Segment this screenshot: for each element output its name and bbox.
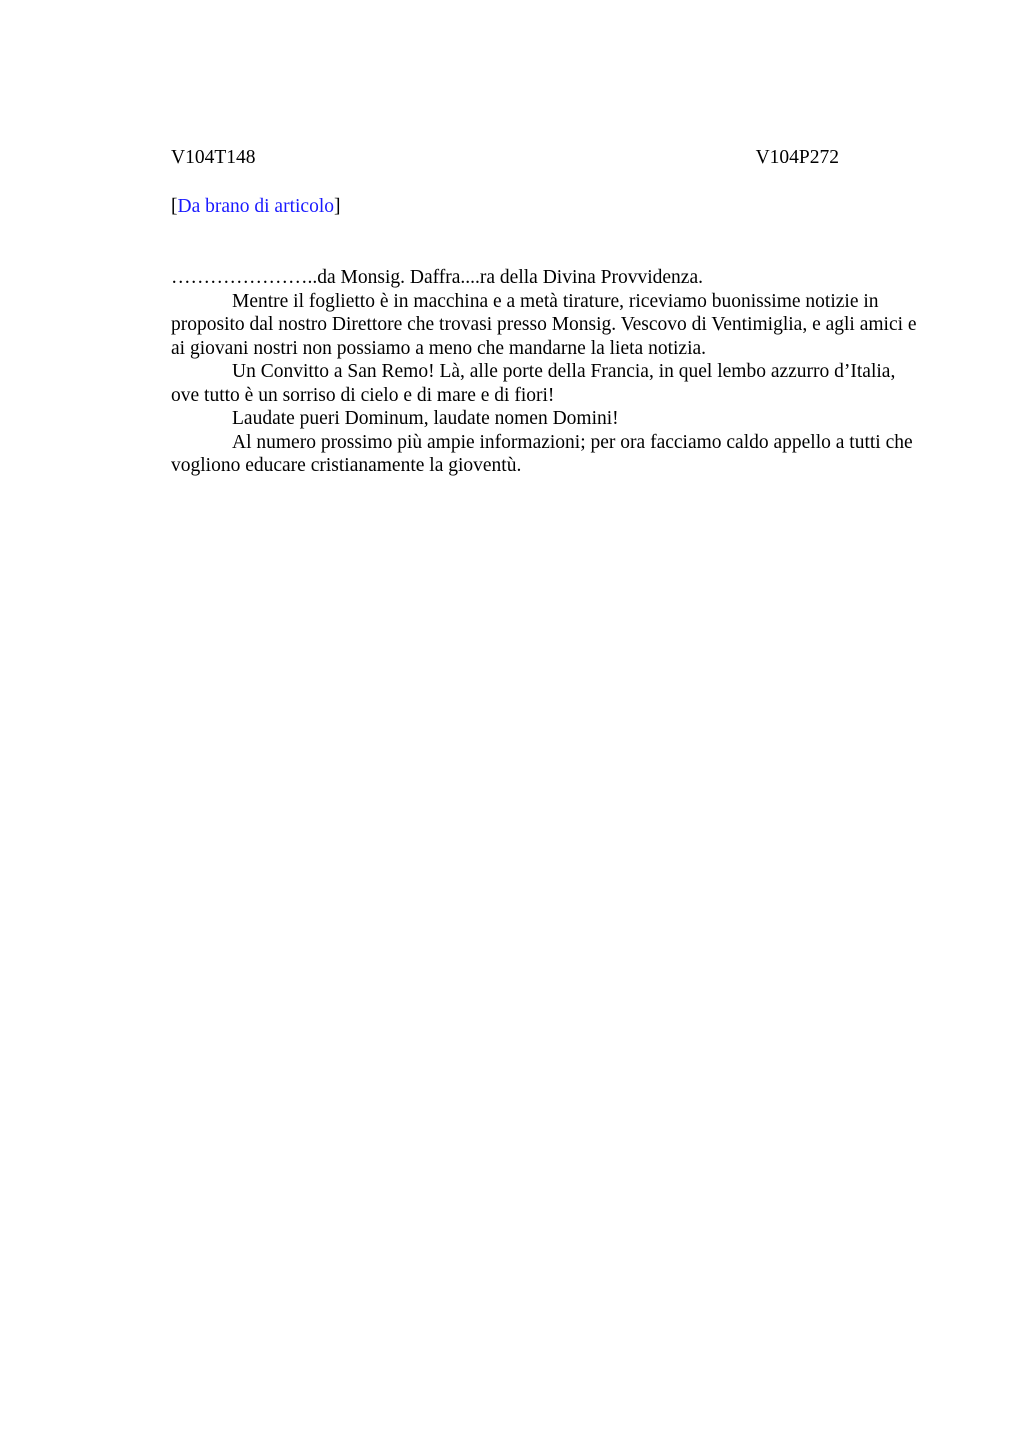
section-label <box>171 195 921 219</box>
document-page <box>171 146 921 478</box>
paragraph-laudate: Laudate pueri Dominum, laudate nomen Domini! <box>232 408 619 429</box>
open-bracket: [ <box>171 196 178 217</box>
article-body <box>171 266 921 478</box>
paragraph-news: Mentre il foglietto è in macchina e a metà tirature, riceviamo buonissime notizie in proposito dal nostro Direttore che trovasi presso Monsig. Vescovo di Ventimiglia, e agli amici e ai giovani nostri non possiamo a meno che mandarne la lieta notizia. <box>171 290 917 359</box>
paragraph-san-remo: Un Convitto a San Remo! Là, alle porte della Francia, in quel lembo azzurro d’Italia, ove tutto è un sorriso di cielo e di mare e di fiori! <box>171 361 896 406</box>
section-link[interactable]: Da brano di articolo <box>177 196 334 217</box>
document-code-right: V104P272 <box>755 147 839 168</box>
close-bracket: ] <box>334 196 341 217</box>
document-code-left: V104T148 <box>171 147 256 168</box>
paragraph-intro: …………………..da Monsig. Daffra....ra della Divina Provvidenza. <box>171 267 703 288</box>
document-header <box>171 146 839 170</box>
paragraph-appeal: Al numero prossimo più ampie informazioni; per ora facciamo caldo appello a tutti che vogliono educare cristianamente la gioventù. <box>171 431 913 476</box>
